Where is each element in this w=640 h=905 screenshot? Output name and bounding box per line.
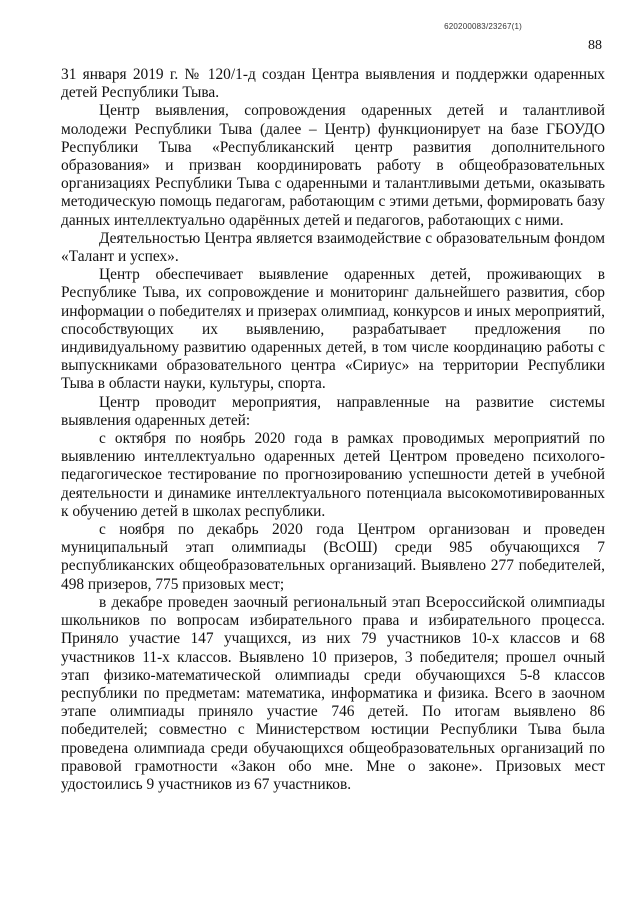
paragraph-testing: с октября по ноябрь 2020 года в рамках проводимых мероприятий по выявлению интеллектуально одаренных детей Центром проведено психолого-педагогическое тестирование по прогнозированию успешности детей в учебной деятельности и динамике интеллектуального потенциала высокомотивированных к обучению детей в школах республики. bbox=[61, 430, 605, 520]
document-body bbox=[61, 66, 605, 794]
paragraph-center-events-intro: Центр проводит мероприятия, направленные на развитие системы выявления одаренных детей: bbox=[61, 393, 605, 429]
paragraph-center-function: Центр выявления, сопровождения одаренных детей и талантливой молодежи Республики Тыва (далее – Центр) функционирует на базе ГБОУДО Республики Тыва «Республиканский центр развития дополнительного образования» и призван координировать работу в общеобразовательных организациях Республики Тыва с одаренными и талантливыми детьми, оказывать методическую помощь педагогам, работающим с этими детьми, формировать базу данных интеллектуально одарённых детей и педагогов, работающих с ними. bbox=[61, 102, 605, 229]
page-number: 88 bbox=[588, 38, 602, 53]
paragraph-center-activity: Деятельностью Центра является взаимодействие с образовательным фондом «Талант и успех». bbox=[61, 229, 605, 266]
document-id: 620200083/23267(1) bbox=[444, 22, 522, 31]
paragraph-regional-olympiad: в декабре проведен заочный региональный этап Всероссийской олимпиады школьников по вопросам избирательного права и избирательного процесса. Приняло участие 147 учащихся, из них 79 участников 10-х классов и 68 участников 11-х классов. Выявлено 10 призеров, 3 победителя; прошел очный этап физико-математической олимпиады среди обучающихся 5-8 классов республики по предметам: математика, информатика и физика. Всего в заочном этапе олимпиады приняло участие 746 детей. По итогам выявлено 86 победителей; совместно с Министерством юстиции Республики Тыва была проведена олимпиада среди обучающихся общеобразовательных организаций по правовой грамотности «Закон обо мне. Мне о законе». Призовых мест удостоились 9 участников из 67 участников. bbox=[61, 593, 605, 793]
paragraph-municipal-olympiad: с ноября по декабрь 2020 года Центром организован и проведен муниципальный этап олимпиады (ВсОШ) среди 985 обучающихся 7 республиканских общеобразовательных организаций. Выявлено 277 победителей, 498 призеров, 775 призовых мест; bbox=[61, 521, 605, 593]
paragraph-center-provides: Центр обеспечивает выявление одаренных детей, проживающих в Республике Тыва, их сопровождение и мониторинг дальнейшего развития, сбор информации о победителях и призерах олимпиад, конкурсов и иных мероприятий, способствующих их выявлению, разрабатывает предложения по индивидуальному развитию одаренных детей, в том числе координацию работы с выпускниками образовательного центра «Сириус» на территории Республики Тыва в области науки, культуры, спорта. bbox=[61, 266, 605, 393]
paragraph-center-creation: 31 января 2019 г. № 120/1-д создан Центра выявления и поддержки одаренных детей Республики Тыва. bbox=[61, 66, 605, 102]
